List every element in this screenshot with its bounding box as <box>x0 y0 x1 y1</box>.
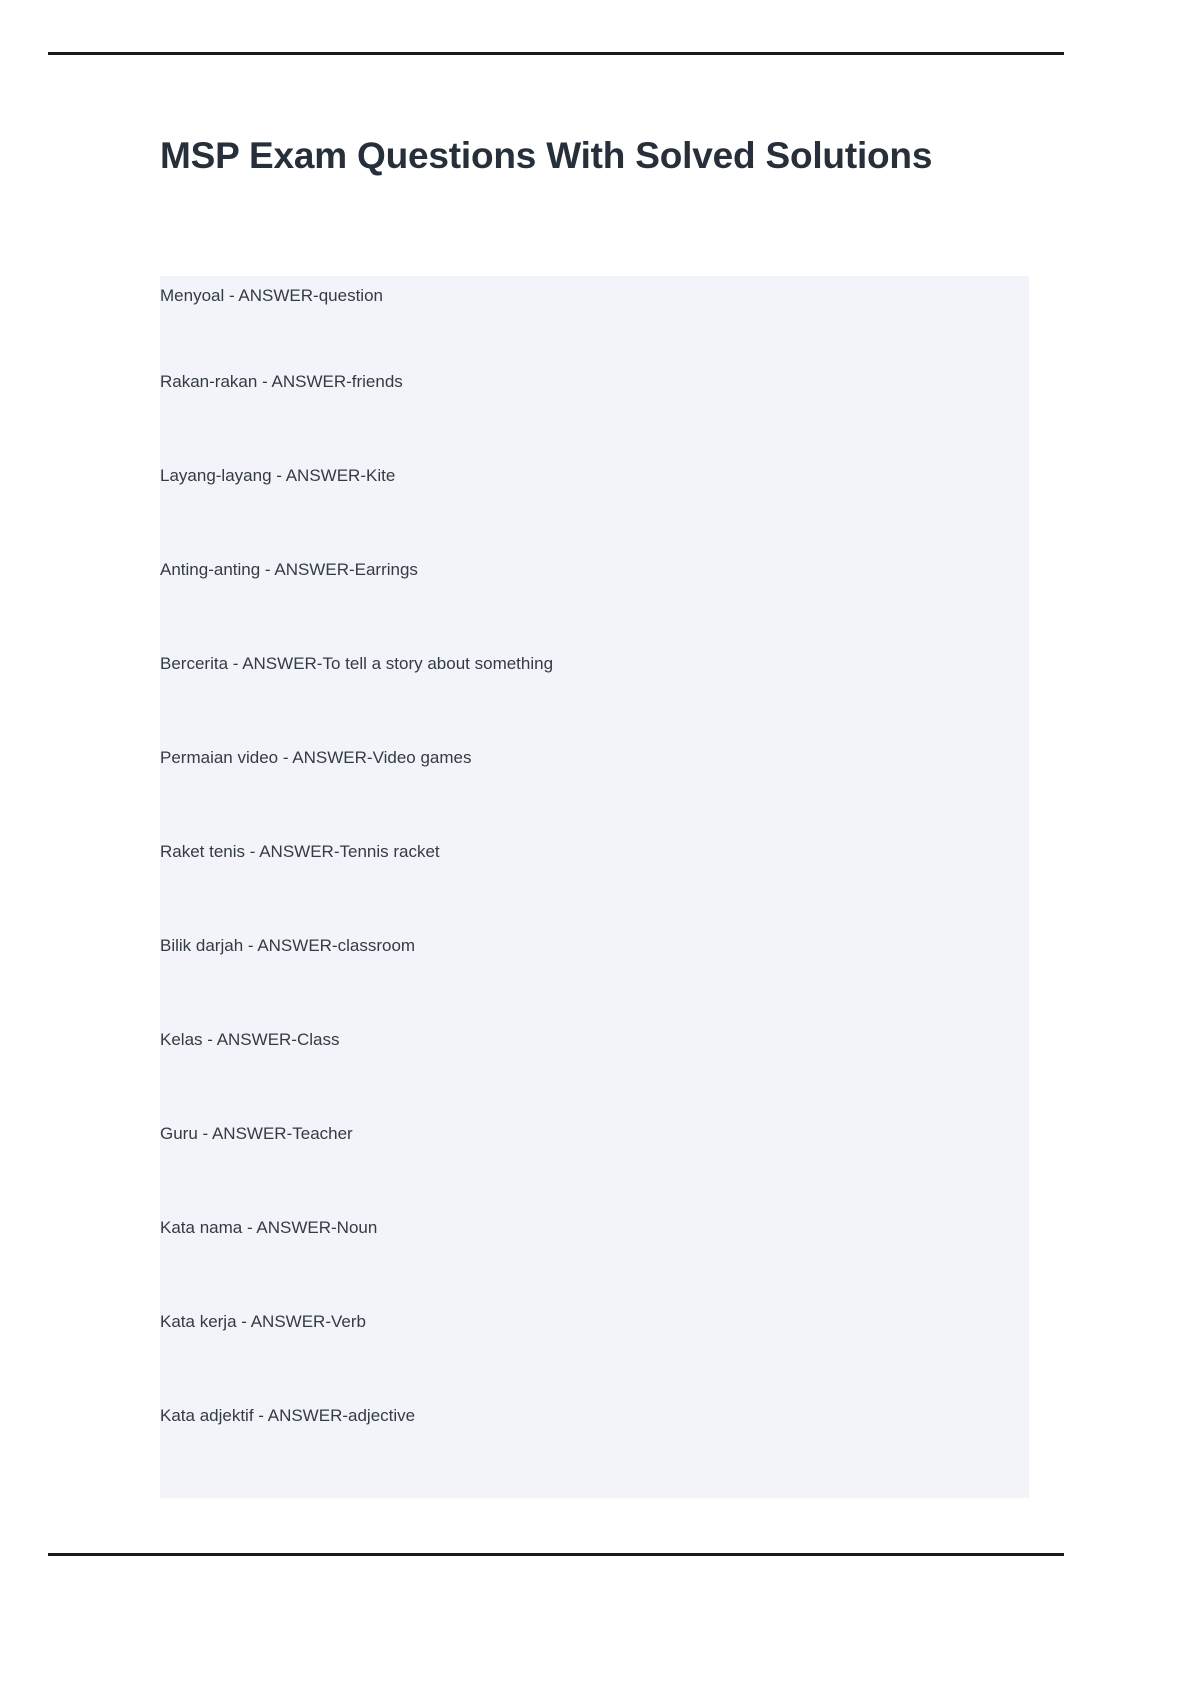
list-item <box>160 1122 1029 1216</box>
entry-text: Menyoal - ANSWER-question <box>160 286 383 305</box>
list-item <box>160 1310 1029 1404</box>
entry-text: Kata nama - ANSWER-Noun <box>160 1218 378 1237</box>
entry-text: Bilik darjah - ANSWER-classroom <box>160 936 416 955</box>
entry-text: Permaian video - ANSWER-Video games <box>160 748 472 767</box>
list-item <box>160 1028 1029 1122</box>
content-block <box>160 276 1029 1498</box>
entry-text: Kelas - ANSWER-Class <box>160 1030 340 1049</box>
list-item <box>160 1404 1029 1498</box>
entry-text: Raket tenis - ANSWER-Tennis racket <box>160 842 440 861</box>
entry-text: Kata adjektif - ANSWER-adjective <box>160 1406 416 1425</box>
footer-divider <box>48 1553 1064 1556</box>
list-item <box>160 558 1029 652</box>
entry-text: Anting-anting - ANSWER-Earrings <box>160 560 418 579</box>
entry-text: Bercerita - ANSWER-To tell a story about something <box>160 654 554 673</box>
entry-text: Guru - ANSWER-Teacher <box>160 1124 353 1143</box>
list-item <box>160 464 1029 558</box>
list-item <box>160 276 1029 370</box>
list-item <box>160 934 1029 1028</box>
list-item <box>160 1216 1029 1310</box>
entry-text: Kata kerja - ANSWER-Verb <box>160 1312 366 1331</box>
list-item <box>160 746 1029 840</box>
page-title: MSP Exam Questions With Solved Solutions <box>160 134 933 176</box>
entry-text: Layang-layang - ANSWER-Kite <box>160 466 396 485</box>
list-item <box>160 652 1029 746</box>
list-item <box>160 840 1029 934</box>
entry-text: Rakan-rakan - ANSWER-friends <box>160 372 403 391</box>
header-divider <box>48 52 1064 55</box>
list-item <box>160 370 1029 464</box>
